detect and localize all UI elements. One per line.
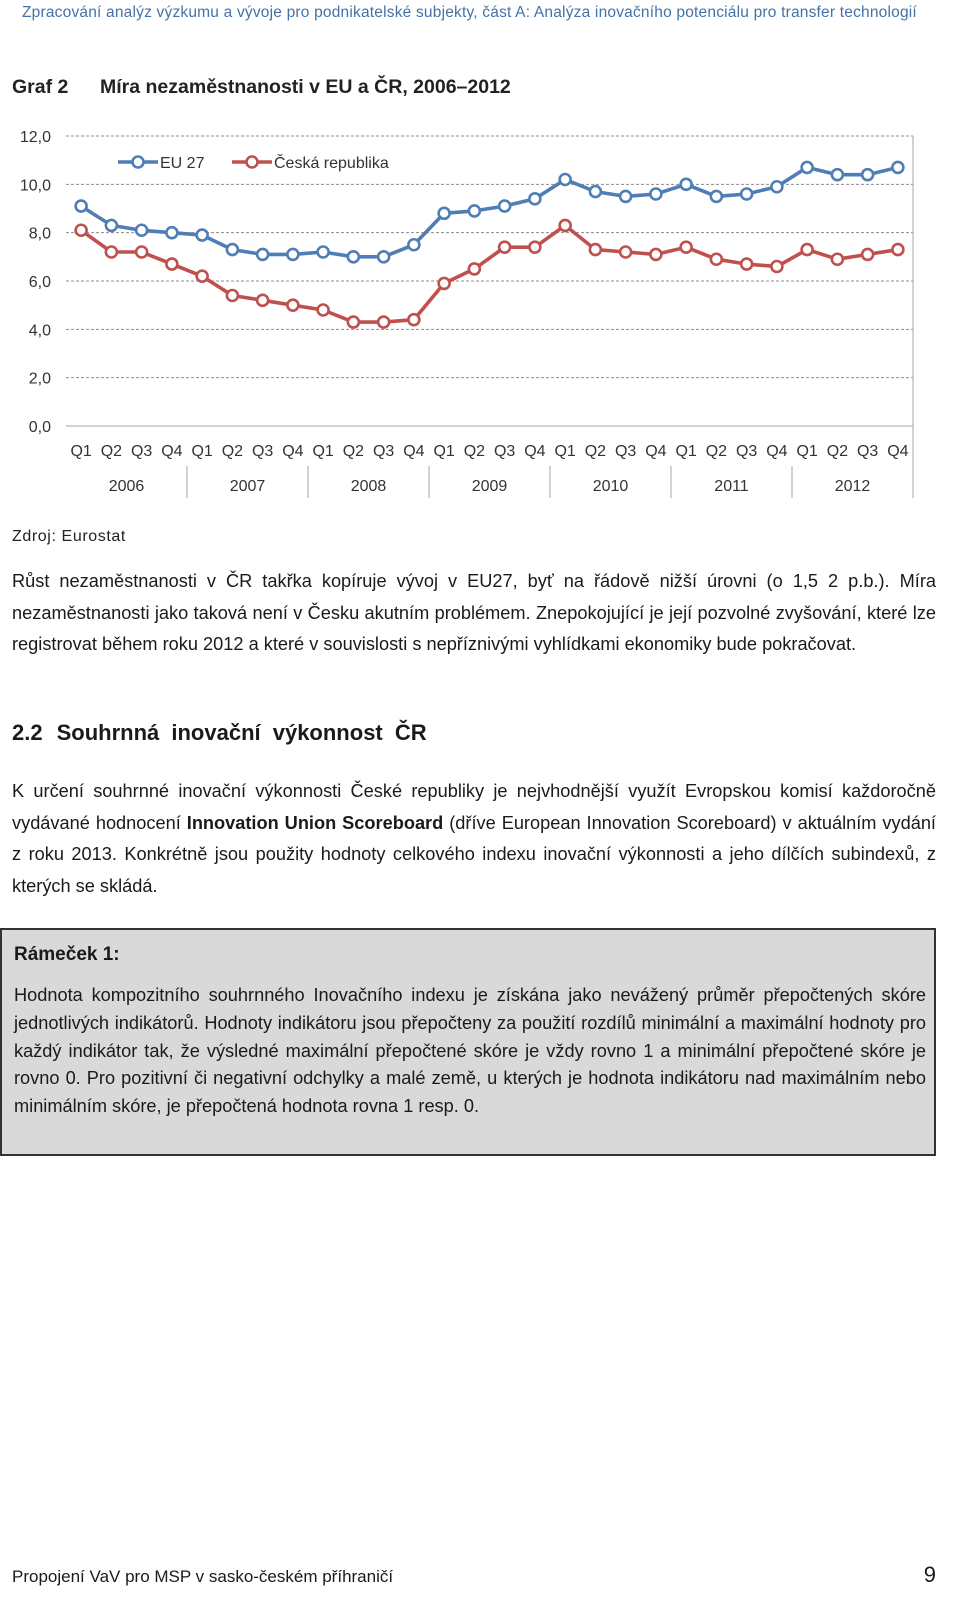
data-point-eu27 [469,205,480,216]
data-point-czech-republic [439,278,450,289]
y-tick-label: 10,0 [19,177,51,195]
innovation-union-scoreboard-term: Innovation Union Scoreboard [186,812,444,833]
year-label: 2011 [714,478,749,495]
data-point-czech-republic [257,295,268,306]
y-tick-label: 6,0 [28,274,51,291]
y-tick-label: 0,0 [28,419,51,436]
running-header: Zpracování analýz výzkumu a vývoje pro podnikatelské subjekty, část A: Analýza inovačního potenciálu pro transfer technologií [22,4,917,21]
data-point-eu27 [197,230,208,241]
data-point-eu27 [106,220,117,231]
y-tick-label: 8,0 [28,225,51,243]
data-point-eu27 [892,162,903,173]
data-point-eu27 [650,189,661,200]
data-point-czech-republic [802,244,813,255]
data-point-czech-republic [771,261,782,272]
data-point-czech-republic [529,242,540,253]
x-tick-label: Q4 [161,443,183,460]
data-point-czech-republic [681,242,692,253]
data-point-eu27 [227,244,238,255]
x-tick-label: Q3 [614,443,637,460]
data-point-czech-republic [711,254,722,265]
data-point-czech-republic [560,220,571,231]
data-point-eu27 [741,189,752,200]
x-tick-label: Q2 [100,443,123,460]
data-point-czech-republic [832,254,843,265]
data-point-czech-republic [136,247,147,258]
x-tick-label: Q1 [675,443,697,460]
data-point-eu27 [318,247,329,258]
data-point-czech-republic [378,317,389,328]
data-point-eu27 [711,191,722,202]
x-tick-label: Q4 [403,443,425,460]
data-point-eu27 [378,251,389,262]
x-tick-label: Q2 [826,443,849,460]
data-point-eu27 [136,225,147,236]
data-point-czech-republic [287,300,298,311]
figure-source: Zdroj: Eurostat [12,528,126,545]
x-tick-label: Q3 [372,443,395,460]
x-tick-label: Q1 [70,443,92,460]
data-point-eu27 [348,251,359,262]
data-point-czech-republic [499,242,510,253]
legend-marker-czech-republic [247,157,258,168]
paragraph-unemployment: Růst nezaměstnanosti v ČR takřka kopíruje vývoj v EU27, byť na řádově nižší úrovni (o 1,5 2 p.b.). Míra nezaměstnanosti jako taková není v Česku akutním problémem. Znepokojující je její pozvolné zvyšování, které lze registrovat během roku 2012 a které v souvislosti s nepříznivými vyhlídkami ekonomiky bude pokračovat. [12,571,936,654]
data-point-czech-republic [227,290,238,301]
x-tick-label: Q1 [312,443,334,460]
figure-number: Graf 2 [12,76,69,98]
data-point-eu27 [529,193,540,204]
x-tick-label: Q2 [584,443,607,460]
x-tick-label: Q2 [705,443,728,460]
legend-label-czech-republic: Česká republika [274,155,389,172]
data-point-czech-republic [166,259,177,270]
page-number: 9 [923,1562,936,1587]
year-label: 2010 [592,478,629,495]
x-tick-label: Q3 [130,443,153,460]
x-tick-label: Q3 [735,443,758,460]
section-title: Souhrnná inovační výkonnost ČR [56,720,427,745]
paragraph-innovation-start: K určení souhrnné inovační výkonnosti České republiky je nejvhodnější využít Evropskou komisí každoročně vydávané hodnocení [12,781,936,833]
x-tick-label: Q2 [463,443,486,460]
figure-title-text: Míra nezaměstnanosti v EU a ČR, 2006–2012 [100,76,511,98]
data-point-czech-republic [76,225,87,236]
year-label: 2009 [471,478,508,495]
figure-title [12,76,511,99]
x-tick-label: Q3 [251,443,274,460]
legend-label-eu27: EU 27 [160,155,205,172]
data-point-czech-republic [197,271,208,282]
x-tick-label: Q4 [887,443,909,460]
data-point-eu27 [802,162,813,173]
data-point-eu27 [499,201,510,212]
legend-marker-eu27 [133,157,144,168]
x-tick-label: Q4 [282,443,304,460]
data-point-eu27 [76,201,87,212]
x-tick-label: Q4 [524,443,546,460]
x-tick-label: Q2 [342,443,365,460]
y-tick-label: 12,0 [19,129,51,146]
x-tick-label: Q2 [221,443,244,460]
data-point-czech-republic [408,314,419,325]
data-point-eu27 [439,208,450,219]
footer-title: Propojení VaV pro MSP v sasko-českém příhraničí [12,1567,394,1586]
data-point-eu27 [681,179,692,190]
x-tick-label: Q1 [796,443,818,460]
x-tick-label: Q4 [766,443,788,460]
paragraph-innovation [12,776,936,902]
data-point-eu27 [832,169,843,180]
data-point-czech-republic [741,259,752,270]
data-point-czech-republic [862,249,873,260]
data-point-eu27 [590,186,601,197]
year-label: 2012 [834,478,871,495]
x-tick-label: Q1 [191,443,213,460]
data-point-czech-republic [590,244,601,255]
x-tick-label: Q4 [645,443,667,460]
data-point-czech-republic [318,305,329,316]
x-tick-label: Q3 [493,443,516,460]
data-point-eu27 [620,191,631,202]
section-heading [12,720,427,746]
x-tick-label: Q3 [856,443,879,460]
data-point-eu27 [862,169,873,180]
data-point-eu27 [287,249,298,260]
data-point-eu27 [771,181,782,192]
data-point-czech-republic [348,317,359,328]
info-box [0,928,936,1156]
data-point-czech-republic [650,249,661,260]
x-tick-label: Q1 [554,443,576,460]
y-tick-label: 4,0 [28,322,51,340]
data-point-czech-republic [620,247,631,258]
unemployment-chart [0,120,960,510]
data-point-eu27 [166,227,177,238]
data-point-czech-republic [892,244,903,255]
data-point-czech-republic [106,247,117,258]
paragraph-innovation-end: (dříve European Innovation Scoreboard) v aktuálním vydání z roku 2013. Konkrétně jsou použity hodnoty celkového indexu inovační výkonnosti a jeho dílčích subindexů, z kterých se skládá. [12,812,936,896]
year-label: 2007 [229,478,266,495]
year-label: 2008 [350,478,387,495]
data-point-eu27 [560,174,571,185]
data-point-eu27 [408,239,419,250]
info-box-title: Rámeček 1: [14,944,120,965]
y-tick-label: 2,0 [28,370,51,388]
x-tick-label: Q1 [433,443,455,460]
data-point-eu27 [257,249,268,260]
section-number: 2.2 [12,720,43,745]
year-label: 2006 [108,478,145,495]
data-point-czech-republic [469,263,480,274]
info-box-text: Hodnota kompozitního souhrnného Inovačního indexu je získána jako nevážený průměr přepočtených skóre jednotlivých indikátorů. Hodnoty indikátoru jsou přepočteny za použití rozdílů minimální a maximální hodnoty pro každý indikátor tak, že výsledné maximální přepočtené skóre je vždy rovno 1 a minimální přepočtené skóre je rovno 0. Pro pozitivní či negativní odchylky a malé země, u kterých je hodnota indikátoru nad maximálním nebo minimálním skóre, je přepočtená hodnota rovna 1 resp. 0. [14,985,926,1117]
